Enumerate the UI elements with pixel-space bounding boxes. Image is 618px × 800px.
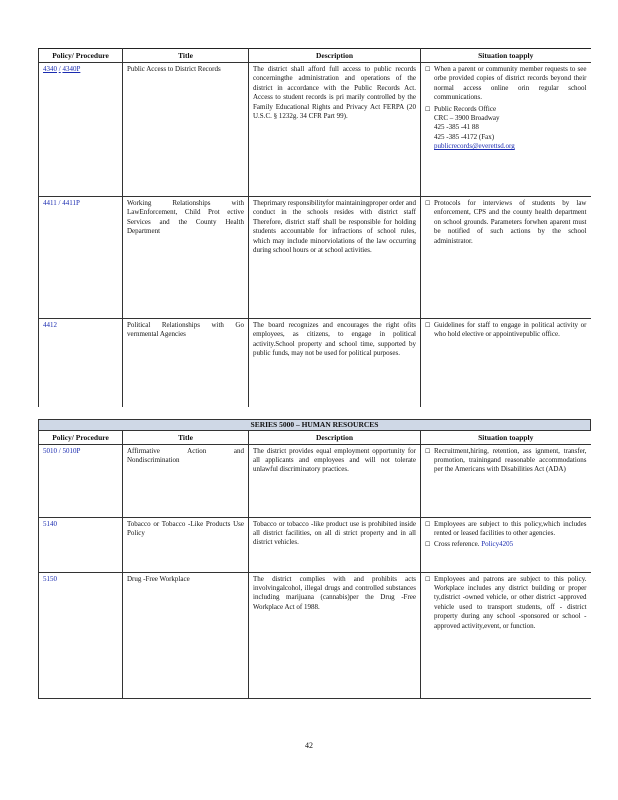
policy-situation xyxy=(421,63,591,197)
checkbox-bullet-icon: ☐ xyxy=(425,200,431,207)
table-row xyxy=(39,319,591,407)
policy-title: Affirmative Action and Nondiscrimination xyxy=(123,444,249,517)
policy-title: Public Access to District Records xyxy=(123,63,249,197)
table-row xyxy=(39,63,591,197)
policy-code-cell: 5150 xyxy=(39,572,123,698)
header-description: Description xyxy=(249,49,421,63)
policy-code-cell: 4412 xyxy=(39,319,123,407)
series-title: SERIES 5000 – HUMAN RESOURCES xyxy=(39,419,591,430)
bullet-item: ☐ When a parent or community member requests to see orbe provided copies of district records beyond their normal access online orin regular school communications. xyxy=(425,65,587,102)
header-description: Description xyxy=(249,430,421,444)
bullet-item: ☐ Recruitment,hiring, retention, ass ignment, transfer, promotion, trainingand reasonable accommodations per the Americans with Disabilities Act (ADA) xyxy=(425,446,587,474)
policy-description: The district complies with and prohibits acts involvingalcohol, illegal drugs and controlled substances including marijuana (cannabis)per the Drug -Free Workplace Act of 1988. xyxy=(249,572,421,698)
policy-page xyxy=(38,48,590,699)
checkbox-bullet-icon: ☐ xyxy=(425,575,431,583)
table-row xyxy=(39,517,591,572)
table-row xyxy=(39,572,591,698)
bullet-item: ☐ Cross reference. Policy4205 xyxy=(425,540,514,549)
checkbox-bullet-icon: ☐ xyxy=(425,541,431,549)
policy-description: Tobacco or tobacco -like product use is prohibited inside all district facilities, on all di strict property and in all district vehicles. xyxy=(249,517,421,572)
header-situation: Situation toapply xyxy=(421,430,591,444)
checkbox-bullet-icon: ☐ xyxy=(425,322,431,329)
page-number: 42 xyxy=(305,741,313,750)
policy-table-section-4000 xyxy=(38,48,591,407)
contact-fax: 425 -385 -4172 (Fax) xyxy=(434,132,495,141)
policy-code-cell xyxy=(39,63,123,197)
table-row xyxy=(39,197,591,319)
policy-description: The board recognizes and encourages the right ofits employees, as citizens, to engage in political activity.School property and school time, supported by public funds, may not be used for political purposes. xyxy=(249,319,421,407)
table-header-row xyxy=(39,430,591,444)
policy-title: Tobacco or Tobacco -Like Products Use Policy xyxy=(123,517,249,572)
policy-situation xyxy=(421,572,591,698)
policy-title: Working Relationships with LawEnforcement, Child Prot ective Services and the County Health Department xyxy=(123,197,249,319)
policy-code-cell: 5140 xyxy=(39,517,123,572)
bullet-item: ☐ Employees are subject to this policy,which includes rented or leased facilities to other agencies. xyxy=(425,519,587,537)
policy-link-separator[interactable]: / xyxy=(58,65,61,73)
policy-situation xyxy=(421,197,591,319)
policy-link-4340[interactable]: 4340 xyxy=(43,65,57,73)
checkbox-bullet-icon: ☐ xyxy=(425,520,431,528)
policy-description: Theprimary responsibilityfor maintainingproper order and conduct in the schools resides with district staff Therefore, district staff shall be responsible for holding students accountable for infractions of school rules, which may include minorviolations of the law occurring during school hours or at school activities. xyxy=(249,197,421,319)
checkbox-bullet-icon: ☐ xyxy=(425,66,431,73)
policy-title: Drug -Free Workplace xyxy=(123,572,249,698)
header-situation: Situation toapply xyxy=(421,49,591,63)
series-header-row xyxy=(39,419,591,430)
bullet-item: ☐ Employees and patrons are subject to this policy. Workplace includes any district building or proper ty,district -owned vehicle, or other district -approved vehicle used to transport students, off - district property during any school -sponsored or school - approved activity,event, or function. xyxy=(425,574,587,630)
policy-description: The district provides equal employment opportunity for all applicants and employees and will not tolerate unlawful discriminatory practices. xyxy=(249,444,421,517)
contact-phone: 425 -385 -41 88 xyxy=(434,123,479,132)
policy-description: The district shall afford full access to public records concerningthe administration and operations of the district in accordance with the Public Records Act. Access to student records is pri marily controlled by the Family Educational Rights and Privacy Act FERPA (20 U.S.C. § 1232g. 34 CFR Part 99). xyxy=(249,63,421,197)
policy-situation xyxy=(421,444,591,517)
policy-situation xyxy=(421,319,591,407)
policy-code-cell: 5010 / 5010P xyxy=(39,444,123,517)
policy-situation xyxy=(421,517,591,572)
contact-address: CRC – 3900 Broadway xyxy=(434,114,500,123)
bullet-item: ☐ Public Records Office CRC – 3900 Broadway 425 -385 -41 88 425 -385 -4172 (Fax) publicrecords@everettsd.org xyxy=(425,105,587,152)
header-title: Title xyxy=(123,430,249,444)
header-title: Title xyxy=(123,49,249,63)
bullet-item: ☐ Guidelines for staff to engage in political activity or who hold elective or appointivepublic office. xyxy=(425,321,587,339)
email-link[interactable]: publicrecords@everettsd.org xyxy=(434,142,515,151)
policy-table-section-5000 xyxy=(38,419,591,699)
cross-reference-link[interactable]: Policy4205 xyxy=(481,540,514,549)
policy-title: Political Relationships with Go vernmental Agencies xyxy=(123,319,249,407)
checkbox-bullet-icon: ☐ xyxy=(425,105,431,113)
table-header-row xyxy=(39,49,591,63)
policy-link-4340p[interactable]: 4340P xyxy=(62,65,81,73)
policy-code-cell: 4411 / 4411P xyxy=(39,197,123,319)
checkbox-bullet-icon: ☐ xyxy=(425,447,431,455)
table-row xyxy=(39,444,591,517)
header-policy: Policy/ Procedure xyxy=(39,49,123,63)
bullet-item: ☐ Protocols for interviews of students by law enforcement, CPS and the county health department on school grounds. Parameters forwhen aparent must be notified of such actions by the school administrator. xyxy=(425,199,587,245)
header-policy: Policy/ Procedure xyxy=(39,430,123,444)
